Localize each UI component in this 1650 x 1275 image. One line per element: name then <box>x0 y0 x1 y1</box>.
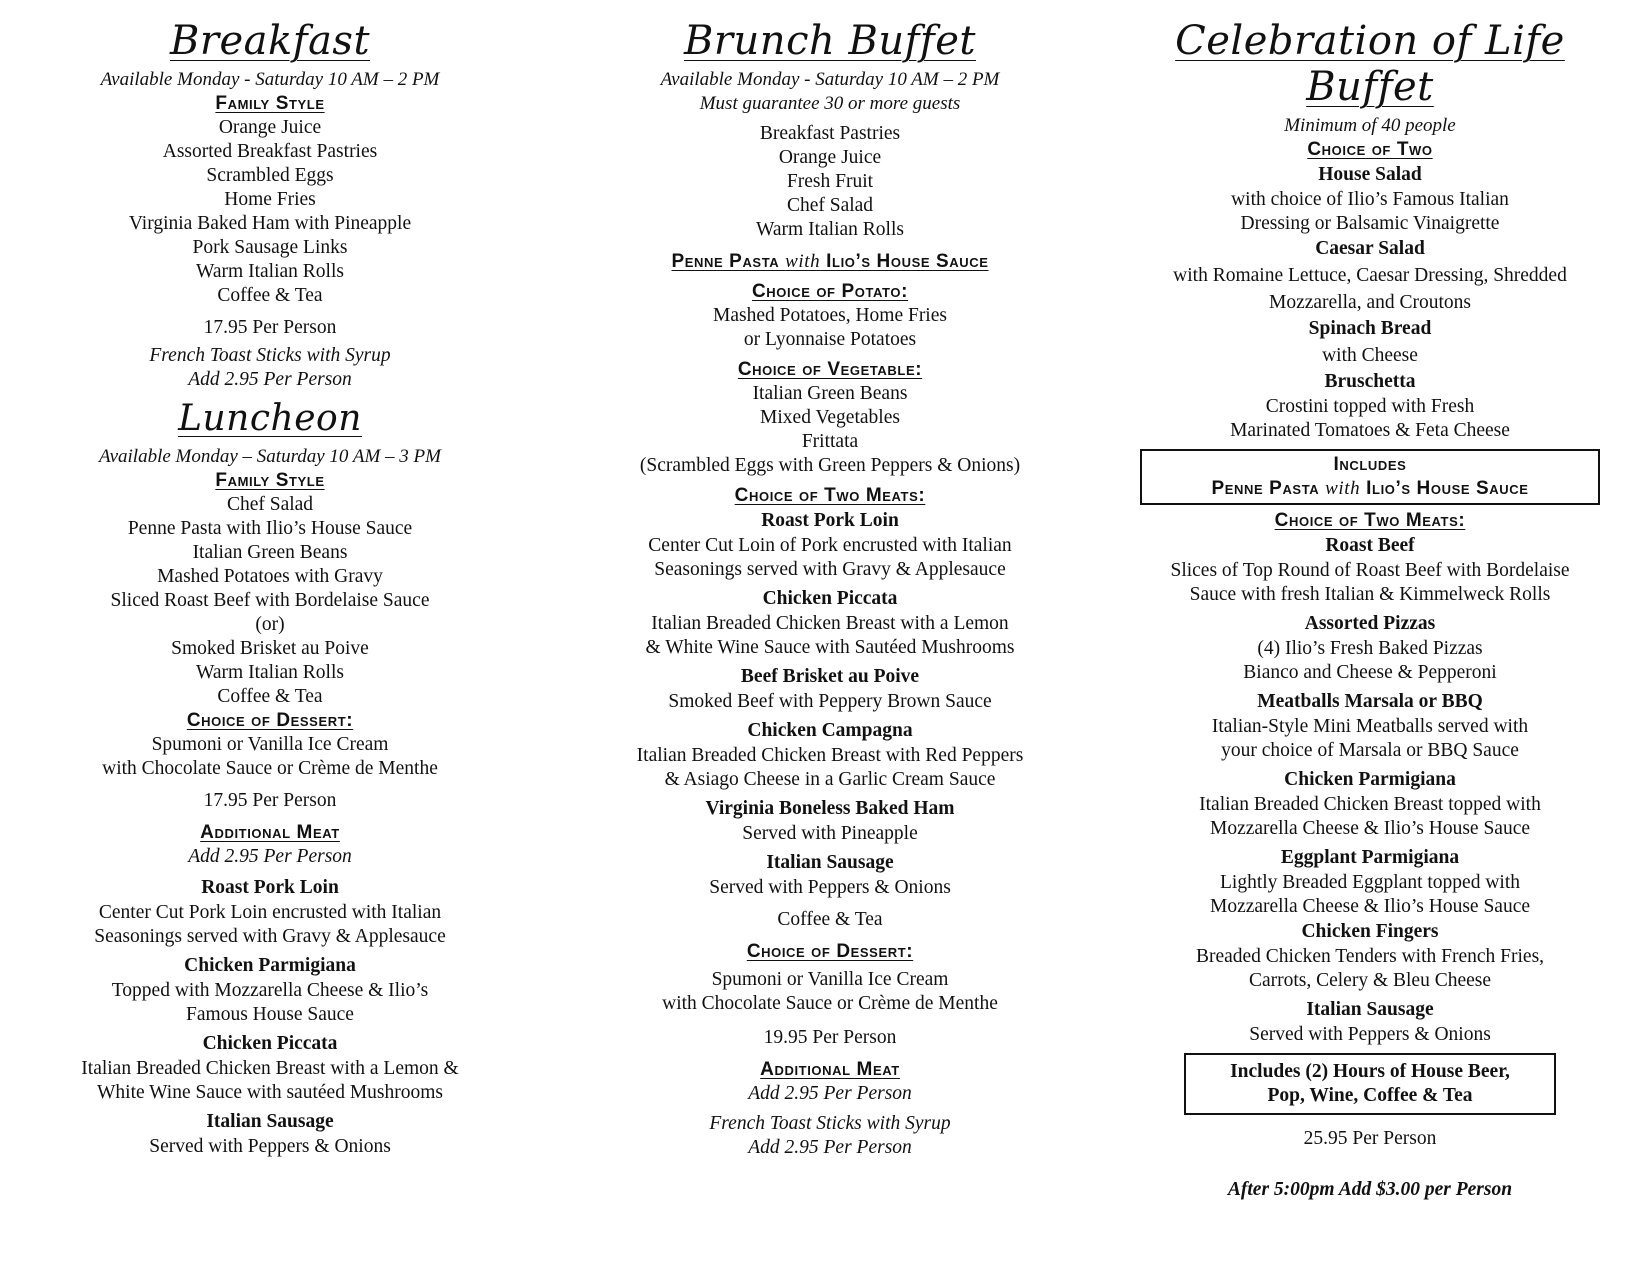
meat-name: Chicken Piccata <box>762 588 898 609</box>
meat-name: Chicken Fingers <box>1301 921 1439 942</box>
list-item: Warm Italian Rolls <box>196 261 344 282</box>
meat-description: & White Wine Sauce with Sautéed Mushrooms <box>645 637 1015 658</box>
option-description: Mozzarella, and Croutons <box>1269 292 1471 313</box>
luncheon-additional-price: Add 2.95 Per Person <box>188 846 352 868</box>
brunch-meat-option <box>600 664 1060 714</box>
list-item: Orange Juice <box>218 117 322 138</box>
meat-description: Mozzarella Cheese & Ilio’s House Sauce <box>1209 896 1531 917</box>
meat-name: Roast Pork Loin <box>761 510 899 531</box>
meat-description: Center Cut Pork Loin encrusted with Italian <box>98 902 442 924</box>
list-item: Penne Pasta with Ilio’s House Sauce <box>127 518 413 540</box>
list-item: Home Fries <box>224 189 316 210</box>
luncheon-title: Luncheon <box>178 398 362 439</box>
list-item: (or) <box>255 614 285 636</box>
list-item: Pork Sausage Links <box>192 237 348 258</box>
list-item: Breakfast Pastries <box>759 123 901 144</box>
celebration-salad-option <box>1140 236 1600 316</box>
brunch-guarantee: Must guarantee 30 or more guests <box>699 93 961 114</box>
list-item: Sliced Roast Beef with Bordelaise Sauce <box>110 590 430 612</box>
celebration-salad-option <box>1140 162 1600 236</box>
brunch-dessert-heading: Choice of Dessert: <box>746 941 914 962</box>
brunch-meat-option <box>600 718 1060 792</box>
meat-description: (4) Ilio’s Fresh Baked Pizzas <box>1257 638 1483 659</box>
penne-sauce: Ilio’s House Sauce <box>1360 478 1529 499</box>
beverage-line: Pop, Wine, Coffee & Tea <box>1267 1085 1473 1106</box>
celebration-meat-option <box>1140 611 1600 685</box>
luncheon-section-heading: Family Style <box>215 470 325 492</box>
meat-name: Italian Sausage <box>1306 999 1434 1020</box>
celebration-meat-option <box>1140 689 1600 763</box>
luncheon-item-list <box>50 493 490 709</box>
list-item: Warm Italian Rolls <box>756 219 904 240</box>
list-item: Coffee & Tea <box>217 686 323 708</box>
option-description: Marinated Tomatoes & Feta Cheese <box>1230 420 1510 441</box>
celebration-title: Celebration of Life Buffet <box>1175 18 1565 110</box>
option-name: Spinach Bread <box>1308 318 1432 339</box>
list-item: Virginia Baked Ham with Pineapple <box>128 213 412 234</box>
vegetable-option: Italian Green Beans <box>752 383 908 404</box>
meat-name: Chicken Parmigiana <box>1284 769 1456 790</box>
breakfast-section-heading: Family Style <box>215 93 325 114</box>
meat-description: Italian Breaded Chicken Breast topped with <box>1199 794 1541 815</box>
luncheon-meat-option <box>50 953 490 1027</box>
brunch-meat-option <box>600 796 1060 846</box>
brunch-penne-heading <box>600 250 1060 274</box>
brunch-dessert-line: Spumoni or Vanilla Ice Cream <box>711 969 949 990</box>
option-name: House Salad <box>1318 164 1422 185</box>
list-item: Chef Salad <box>786 195 874 216</box>
luncheon-availability: Available Monday – Saturday 10 AM – 3 PM <box>99 446 441 468</box>
meat-description: White Wine Sauce with sautéed Mushrooms <box>97 1082 443 1104</box>
meat-description: Lightly Breaded Eggplant topped with <box>1219 872 1521 893</box>
breakfast-addon-name: French Toast Sticks with Syrup <box>149 345 391 366</box>
celebration-meat-option <box>1140 533 1600 607</box>
list-item: Mashed Potatoes with Gravy <box>157 566 383 588</box>
brunch-vegetable-heading: Choice of Vegetable: <box>737 359 923 380</box>
list-item: Italian Green Beans <box>192 542 348 564</box>
meat-name: Meatballs Marsala or BBQ <box>1257 691 1483 712</box>
brunch-dessert-line: with Chocolate Sauce or Crème de Menthe <box>662 993 998 1014</box>
meat-description: Famous House Sauce <box>186 1004 354 1026</box>
list-item: Assorted Breakfast Pastries <box>162 141 378 162</box>
meat-name: Virginia Boneless Baked Ham <box>705 798 955 819</box>
meat-description: Slices of Top Round of Roast Beef with Bordelaise <box>1170 560 1570 581</box>
meat-description: Topped with Mozzarella Cheese & Ilio’s <box>111 980 429 1002</box>
meat-name: Chicken Campagna <box>747 720 913 741</box>
meat-description: Italian Breaded Chicken Breast with a Lemon <box>651 613 1009 634</box>
brunch-item-list <box>600 122 1060 242</box>
brunch-title: Brunch Buffet <box>684 18 976 64</box>
meat-name: Roast Pork Loin <box>201 877 339 899</box>
celebration-minimum: Minimum of 40 people <box>1284 115 1456 136</box>
celebration-salad-option <box>1140 369 1600 443</box>
list-item: Fresh Fruit <box>786 171 874 192</box>
penne-text: Penne Pasta <box>1211 478 1326 499</box>
vegetable-option: Mixed Vegetables <box>760 407 900 428</box>
meat-description: Italian-Style Mini Meatballs served with <box>1211 716 1529 737</box>
breakfast-availability: Available Monday - Saturday 10 AM – 2 PM <box>100 69 440 90</box>
includes-box <box>1140 449 1600 505</box>
list-item: Chef Salad <box>226 494 314 516</box>
meat-description: Carrots, Celery & Bleu Cheese <box>1248 970 1492 991</box>
meat-name: Assorted Pizzas <box>1304 613 1436 634</box>
breakfast-addon-price: Add 2.95 Per Person <box>188 369 352 390</box>
includes-penne <box>1146 477 1594 501</box>
meat-description: Sauce with fresh Italian & Kimmelweck Rolls <box>1189 584 1551 605</box>
meat-description: Seasonings served with Gravy & Applesauce <box>654 559 1006 580</box>
meat-name: Italian Sausage <box>206 1111 334 1133</box>
meat-description: Served with Peppers & Onions <box>149 1136 391 1158</box>
beverage-box <box>1184 1053 1556 1115</box>
luncheon-meat-option <box>50 1109 490 1159</box>
luncheon-meat-option <box>50 875 490 949</box>
breakfast-price: 17.95 Per Person <box>203 317 337 338</box>
celebration-meat-option <box>1140 919 1600 993</box>
brunch-column <box>600 18 1060 1160</box>
meat-description: Served with Peppers & Onions <box>709 877 951 898</box>
brunch-additional-heading: Additional Meat <box>760 1059 900 1080</box>
luncheon-dessert-line: with Chocolate Sauce or Crème de Menthe <box>102 758 438 780</box>
meat-description: Breaded Chicken Tenders with French Fries, <box>1195 946 1545 967</box>
meat-description: Italian Breaded Chicken Breast with Red Peppers <box>636 745 1024 766</box>
vegetable-option: (Scrambled Eggs with Green Peppers & Onions) <box>639 455 1021 476</box>
brunch-potato-heading: Choice of Potato: <box>751 281 909 302</box>
luncheon-additional-heading: Additional Meat <box>200 822 340 844</box>
beverage-line: Includes (2) Hours of House Beer, <box>1230 1061 1510 1082</box>
celebration-price: 25.95 Per Person <box>1303 1128 1437 1149</box>
meat-name: Eggplant Parmigiana <box>1280 847 1460 868</box>
option-name: Caesar Salad <box>1315 238 1425 259</box>
brunch-meat-option <box>600 850 1060 900</box>
meat-description: Smoked Beef with Peppery Brown Sauce <box>668 691 992 712</box>
meat-name: Chicken Parmigiana <box>184 955 356 977</box>
celebration-meats-heading: Choice of Two Meats: <box>1274 510 1466 531</box>
penne-with: with <box>1325 478 1361 499</box>
celebration-meat-option <box>1140 845 1600 919</box>
luncheon-dessert-heading: Choice of Dessert: <box>186 710 354 732</box>
brunch-meats-heading: Choice of Two Meats: <box>734 485 926 506</box>
luncheon-dessert-line: Spumoni or Vanilla Ice Cream <box>151 734 389 756</box>
penne-sauce: Ilio’s House Sauce <box>820 251 989 272</box>
meat-description: Served with Peppers & Onions <box>1249 1024 1491 1045</box>
penne-text: Penne Pasta <box>671 251 786 272</box>
brunch-price: 19.95 Per Person <box>763 1027 897 1048</box>
penne-with: with <box>785 251 821 272</box>
option-description: with Romaine Lettuce, Caesar Dressing, Shredded <box>1173 265 1567 286</box>
meat-description: Center Cut Loin of Pork encrusted with Italian <box>648 535 1012 556</box>
meat-description: Served with Pineapple <box>742 823 918 844</box>
meat-name: Italian Sausage <box>766 852 894 873</box>
includes-label: Includes <box>1333 454 1407 475</box>
meat-description: Mozzarella Cheese & Ilio’s House Sauce <box>1209 818 1531 839</box>
meat-name: Roast Beef <box>1325 535 1415 556</box>
list-item: Coffee & Tea <box>217 285 323 306</box>
list-item: Scrambled Eggs <box>206 165 334 186</box>
meat-description: & Asiago Cheese in a Garlic Cream Sauce <box>664 769 996 790</box>
luncheon-meat-option <box>50 1031 490 1105</box>
option-description: Dressing or Balsamic Vinaigrette <box>1240 213 1500 234</box>
breakfast-luncheon-column <box>50 18 490 1159</box>
meat-description: your choice of Marsala or BBQ Sauce <box>1221 740 1519 761</box>
brunch-addon-name: French Toast Sticks with Syrup <box>709 1113 951 1134</box>
meat-name: Chicken Piccata <box>202 1033 338 1055</box>
celebration-meat-option <box>1140 997 1600 1047</box>
vegetable-option: Frittata <box>801 431 859 452</box>
celebration-after-note: After 5:00pm Add $3.00 per Person <box>1227 1179 1513 1200</box>
brunch-additional-price: Add 2.95 Per Person <box>748 1083 912 1104</box>
potato-option: or Lyonnaise Potatoes <box>743 329 917 350</box>
celebration-salad-option <box>1140 316 1600 369</box>
option-description: Crostini topped with Fresh <box>1265 396 1475 417</box>
breakfast-title: Breakfast <box>169 18 371 64</box>
breakfast-item-list <box>50 116 490 308</box>
list-item: Smoked Brisket au Poive <box>171 638 369 660</box>
brunch-addon-price: Add 2.95 Per Person <box>748 1137 912 1158</box>
meat-name: Beef Brisket au Poive <box>740 666 920 687</box>
meat-description: Seasonings served with Gravy & Applesauce <box>94 926 446 948</box>
meat-description: Italian Breaded Chicken Breast with a Lemon & <box>81 1058 459 1080</box>
option-description: with Cheese <box>1322 345 1418 366</box>
list-item: Warm Italian Rolls <box>196 662 344 684</box>
list-item: Orange Juice <box>778 147 882 168</box>
brunch-coffee: Coffee & Tea <box>777 909 883 930</box>
option-name: Bruschetta <box>1324 371 1416 392</box>
meat-description: Bianco and Cheese & Pepperoni <box>1243 662 1497 683</box>
celebration-meat-option <box>1140 767 1600 841</box>
brunch-meat-option <box>600 508 1060 582</box>
potato-option: Mashed Potatoes, Home Fries <box>713 305 947 326</box>
brunch-meat-option <box>600 586 1060 660</box>
celebration-choice-heading: Choice of Two <box>1307 139 1433 160</box>
celebration-column <box>1140 18 1600 1203</box>
brunch-availability: Available Monday - Saturday 10 AM – 2 PM <box>660 69 1000 90</box>
luncheon-price: 17.95 Per Person <box>203 790 337 812</box>
option-description: with choice of Ilio’s Famous Italian <box>1231 189 1509 210</box>
